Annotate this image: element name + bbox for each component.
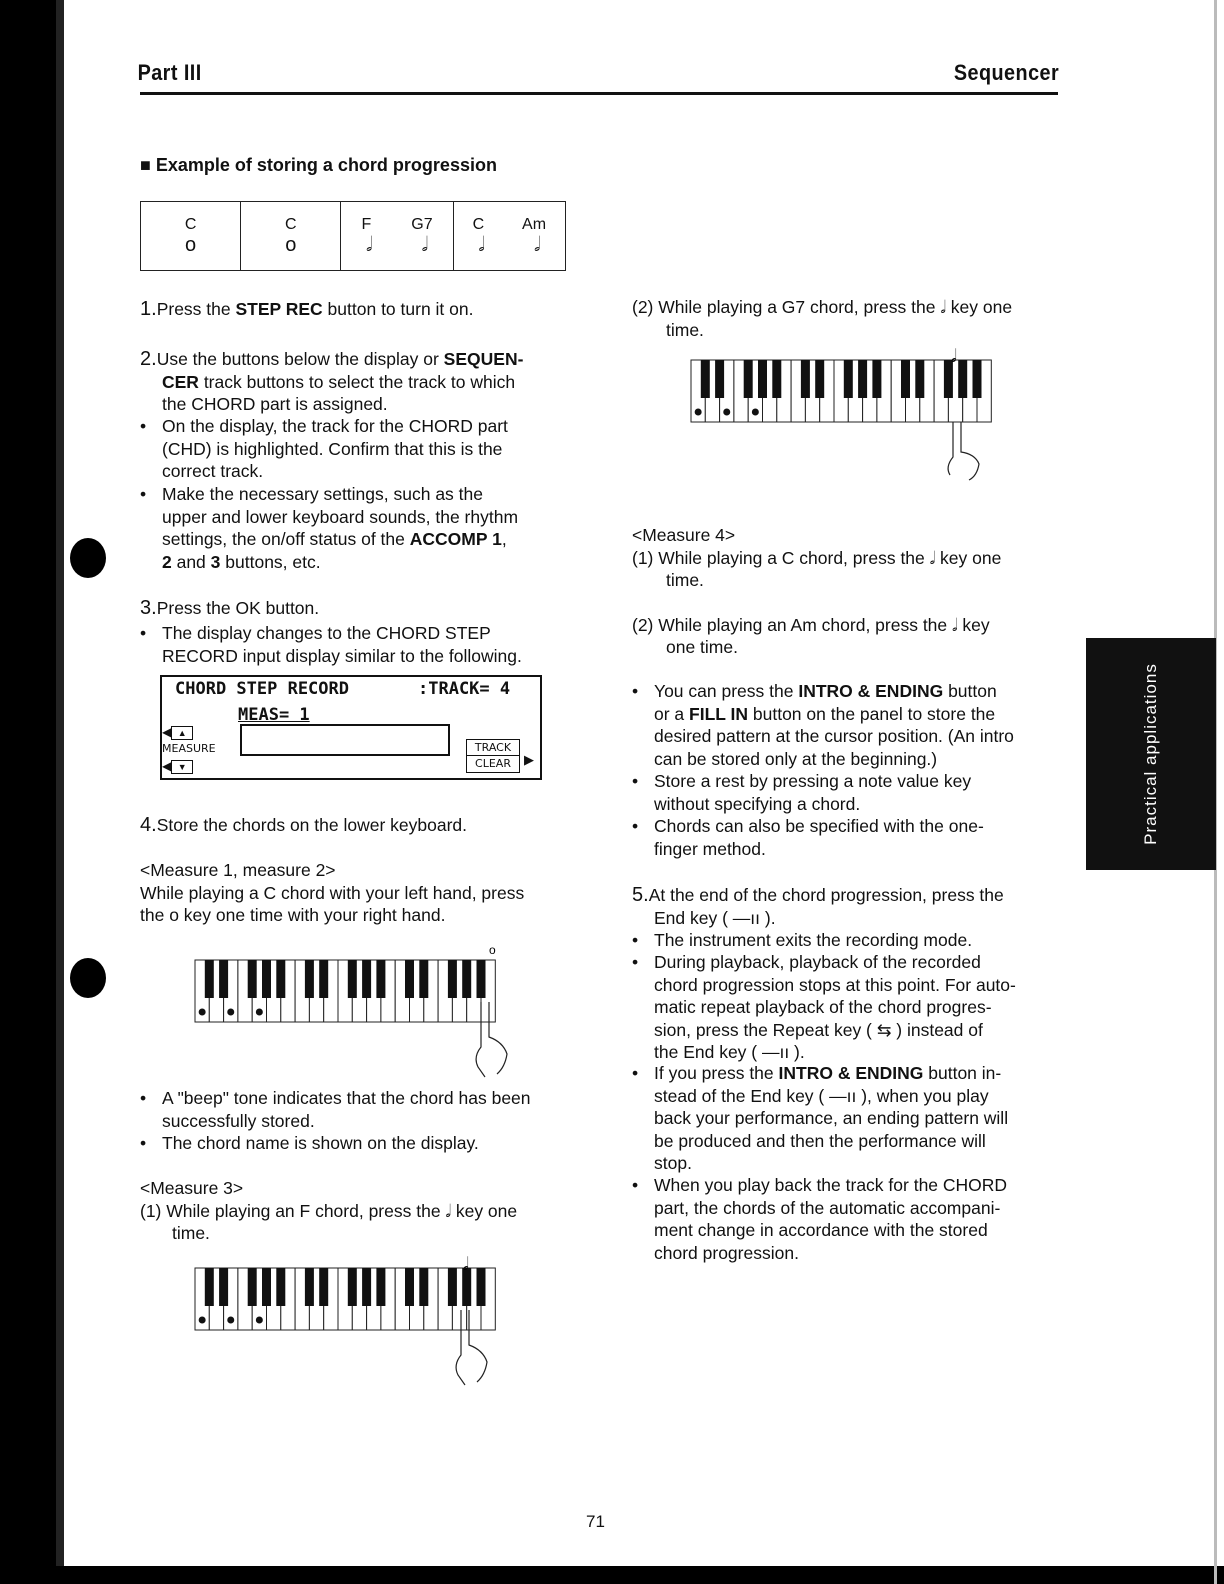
black-key	[262, 960, 271, 998]
chord-cell-1: C o	[141, 202, 241, 271]
chord-key-marker	[752, 409, 759, 416]
lcd-track: :TRACK= 4	[418, 679, 511, 699]
black-key	[858, 360, 867, 398]
keyboard-illustration-measure-1	[193, 942, 523, 1082]
bullet-4a: • A "beep" tone indicates that the chord has been successfully stored.	[140, 1088, 531, 1131]
chord-cell-2: C o	[241, 202, 341, 271]
step-5: 5.At the end of the chord progression, press the End key ( —ıı ).	[632, 884, 1004, 928]
lcd-meas: MEAS= 1	[238, 705, 310, 725]
scan-edge-bottom	[0, 1566, 1224, 1584]
header-rule	[140, 92, 1058, 95]
black-key	[305, 960, 314, 998]
black-key	[348, 1268, 357, 1306]
black-key	[205, 960, 214, 998]
black-key	[973, 360, 982, 398]
step-3: 3.Press the OK button.	[140, 597, 320, 619]
bullet-rest: • Store a rest by pressing a note value key without specifying a chord.	[632, 771, 972, 814]
black-key	[262, 1268, 271, 1306]
black-key	[477, 960, 486, 998]
black-key	[772, 360, 781, 398]
black-key	[362, 960, 371, 998]
step-2: 2.Use the buttons below the display or SEQUEN- CER track buttons to select the track to which the CHORD part is assigned.	[140, 348, 524, 414]
black-key	[405, 1268, 414, 1306]
black-key	[248, 960, 257, 998]
section-title: ■ Example of storing a chord progression	[140, 155, 497, 175]
chord-table	[140, 201, 566, 271]
black-key	[744, 360, 753, 398]
black-key	[248, 1268, 257, 1306]
bullet-2a: • On the display, the track for the CHORD part (CHD) is highlighted. Confirm that this is the correct track.	[140, 416, 508, 481]
lcd-title: CHORD STEP RECORD	[175, 679, 349, 699]
header-section: Sequencer	[953, 60, 1060, 85]
black-key	[801, 360, 810, 398]
black-key	[844, 360, 853, 398]
black-key	[362, 1268, 371, 1306]
chord-cell-4: C Am 𝅗𝅥 𝅗𝅥	[453, 202, 565, 271]
chord-key-marker	[256, 1009, 263, 1016]
measure-3: <Measure 3> (1) While playing an F chord, press the 𝅗𝅥 key one time.	[140, 1178, 518, 1243]
chord-key-marker	[256, 1317, 263, 1324]
chord-key-marker	[227, 1317, 234, 1324]
black-key	[219, 1268, 228, 1306]
page-number: 71	[586, 1512, 605, 1531]
chord-key-marker	[695, 409, 702, 416]
black-key	[419, 1268, 428, 1306]
black-key	[815, 360, 824, 398]
chord-step-record-display	[160, 675, 542, 780]
bullet-2b: • Make the necessary settings, such as the upper and lower keyboard sounds, the rhythm settings, the on/off status of the ACCOMP 1, 2 and 3 buttons, etc.	[140, 484, 519, 572]
black-key	[405, 960, 414, 998]
black-key	[348, 960, 357, 998]
bullet-intro-ending: • You can press the INTRO & ENDING button or a FILL IN button on the panel to store the desired pattern at the cursor position. (An intro can be stored only at the beginning.)	[632, 681, 1014, 769]
binder-hole-bottom	[70, 958, 106, 998]
black-key	[276, 960, 285, 998]
chord-key-marker	[199, 1317, 206, 1324]
hand-pointer-icon	[948, 422, 979, 480]
black-key	[205, 1268, 214, 1306]
measure-up-button[interactable]: ◀ ▲	[162, 725, 193, 740]
black-key	[701, 360, 710, 398]
step-4: 4.Store the chords on the lower keyboard.	[140, 814, 468, 836]
bullet-chord-part: • When you play back the track for the CHORD part, the chords of the automatic accompani- ment change in accordance with the stored chord progression.	[632, 1175, 1008, 1263]
black-key	[219, 960, 228, 998]
black-key	[376, 960, 385, 998]
step-1: 1.Press the STEP REC button to turn it on.	[140, 298, 474, 320]
side-tab-practical-applications: Practical applications	[1086, 638, 1216, 870]
black-key	[872, 360, 881, 398]
black-key	[448, 960, 457, 998]
lcd-measure-label: MEASURE	[162, 742, 216, 755]
black-key	[276, 1268, 285, 1306]
black-key	[419, 960, 428, 998]
black-key	[319, 960, 328, 998]
measure-4: <Measure 4> (1) While playing a C chord, press the 𝅗𝅥 key one time. (2) While playing an Am chord, press the 𝅗𝅥 key one time.	[632, 525, 1002, 657]
black-key	[305, 1268, 314, 1306]
measure-3-step-2: (2) While playing a G7 chord, press the 𝅗𝅥 key one time.	[632, 297, 1013, 340]
bullet-exit: • The instrument exits the recording mode.	[632, 930, 973, 950]
half-note-icon: 𝅗𝅥	[951, 346, 957, 366]
bullet-playback: • During playback, playback of the recorded chord progression stops at this point. For auto- matic repeat playback of the chord progres- sion, press the Repeat key ( ⇆ ) instead of the End key ( —ıı ).	[632, 952, 1016, 1062]
black-key	[376, 1268, 385, 1306]
black-key	[958, 360, 967, 398]
chord-cell-3: F G7 𝅗𝅥 𝅗𝅥	[341, 202, 453, 271]
bullet-one-finger: • Chords can also be specified with the one- finger method.	[632, 816, 984, 859]
measure-down-button[interactable]: ◀ ▼	[162, 759, 193, 774]
bullet-intro-instead: • If you press the INTRO & ENDING button in- stead of the End key ( —ıı ), when you play back your performance, an ending pattern will be produced and then the performance will stop.	[632, 1063, 1009, 1173]
bullet-3: • The display changes to the CHORD STEP RECORD input display similar to the following.	[140, 623, 522, 666]
measure-1-2: <Measure 1, measure 2> While playing a C chord with your left hand, press the o key one time with your right hand.	[140, 860, 525, 925]
scan-edge-left	[0, 0, 56, 1584]
black-key	[319, 1268, 328, 1306]
binder-hole-top	[70, 538, 106, 578]
black-key	[477, 1268, 486, 1306]
black-key	[915, 360, 924, 398]
black-key	[758, 360, 767, 398]
scan-edge-left-inner	[56, 0, 64, 1584]
header-part: Part III	[137, 60, 202, 85]
chord-key-marker	[723, 409, 730, 416]
half-note-icon: 𝅗𝅥	[463, 1254, 469, 1274]
chord-key-marker	[199, 1009, 206, 1016]
chord-key-marker	[227, 1009, 234, 1016]
track-clear-button[interactable]: TRACK CLEAR	[466, 739, 520, 773]
keyboard-illustration-measure-3	[193, 1250, 523, 1390]
black-key	[715, 360, 724, 398]
black-key	[462, 960, 471, 998]
black-key	[448, 1268, 457, 1306]
lcd-chord-input-box	[240, 724, 450, 756]
bullet-4b: • The chord name is shown on the display.	[140, 1133, 479, 1153]
black-key	[901, 360, 910, 398]
triangle-right-icon: ▶	[524, 752, 534, 767]
square-bullet-icon: ■	[140, 155, 151, 175]
keyboard-illustration-measure-3b	[689, 342, 1019, 482]
whole-note-icon: o	[489, 943, 496, 957]
